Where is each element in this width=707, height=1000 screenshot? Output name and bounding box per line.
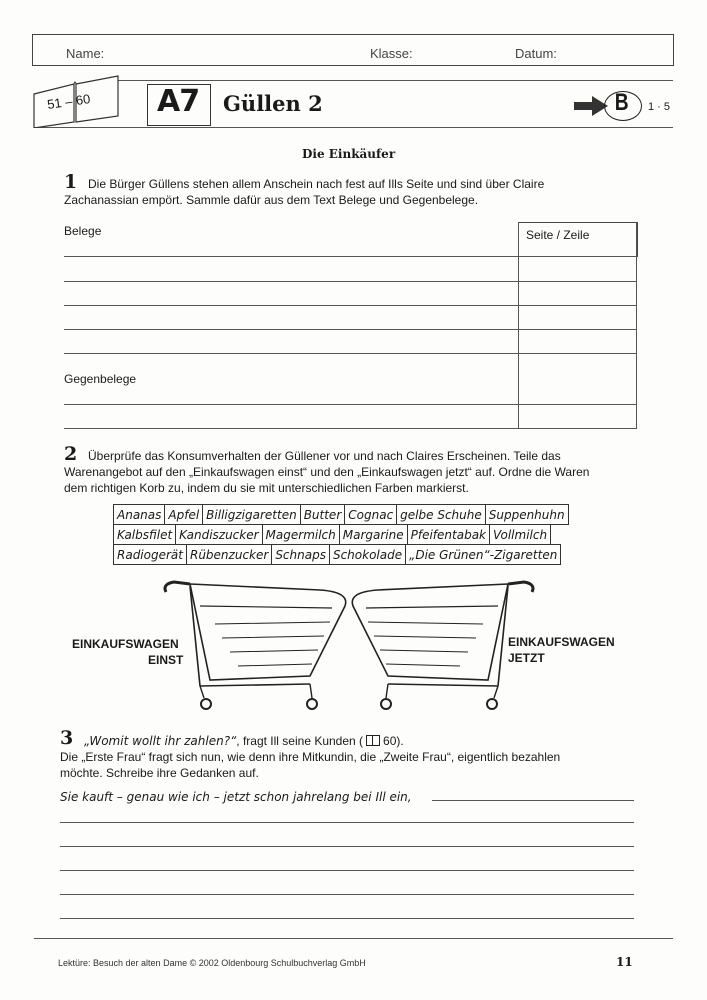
task2-text-3: dem richtigen Korb zu, indem du sie mit unterschiedlichen Farben markierst.: [64, 481, 469, 495]
task2-number: 2: [64, 443, 78, 465]
task3-starter: Sie kauft – genau wie ich – jetzt schon jahrelang bei Ill ein,: [60, 790, 412, 804]
footer-rule: [34, 938, 673, 939]
task3-quote: „Womit wollt ihr zahlen?“: [84, 734, 237, 748]
belege-line-5: [64, 353, 637, 354]
goods-cell: Suppenhuhn: [485, 505, 568, 525]
book-ref-icon: [366, 735, 380, 746]
belege-label: Belege: [64, 224, 102, 238]
answer-line-4: [60, 894, 634, 895]
seite-label: Seite / Zeile: [526, 228, 590, 242]
page-title: Güllen 2: [223, 91, 323, 116]
gegenbelege-label: Gegenbelege: [64, 372, 137, 386]
task1-text-1: Die Bürger Güllens stehen allem Anschein nach fest auf Ills Seite und sind über Claire: [88, 177, 545, 191]
task3-ref: 60).: [383, 734, 404, 748]
belege-line-1: [64, 256, 637, 257]
code-label: A7: [157, 84, 200, 119]
page-number: 11: [616, 955, 633, 969]
header-box: [32, 34, 674, 66]
cart-right-label-1: EINKAUFSWAGEN: [508, 635, 615, 649]
goods-cell: Ananas: [114, 505, 165, 525]
task3-text-2: Die „Erste Frau“ fragt sich nun, wie denn ihre Mitkundin, die „Zweite Frau“, eigentlich bezahlen: [60, 750, 561, 764]
goods-cell: Apfel: [165, 505, 203, 525]
cart-left-label-2: EINST: [148, 653, 184, 667]
answer-line-1: [60, 822, 634, 823]
goods-cell: Kandiszucker: [176, 525, 262, 545]
goods-cell: Pfeifentabak: [407, 525, 489, 545]
shopping-cart-left-icon: [160, 576, 350, 716]
task3-quote-rest: , fragt Ill seine Kunden (: [236, 734, 364, 748]
goods-table: [113, 504, 569, 565]
goods-cell: Kalbsfilet: [114, 525, 176, 545]
goods-cell: gelbe Schuhe: [397, 505, 486, 525]
answer-line-5: [60, 918, 634, 919]
task1-number: 1: [64, 171, 78, 193]
task3-text-1: [84, 734, 404, 749]
gegenbelege-line-2: [64, 428, 637, 429]
goods-cell: Vollmilch: [490, 525, 551, 545]
task1-text-2: Zachanassian empört. Sammle dafür aus dem Text Belege und Gegenbelege.: [64, 193, 479, 207]
task3-text-3: möchte. Schreibe ihre Gedanken auf.: [60, 766, 259, 780]
date-label: Datum:: [515, 46, 557, 61]
belege-line-4: [64, 329, 637, 330]
goods-cell: Magermilch: [262, 525, 339, 545]
goods-cell: „Die Grünen“-Zigaretten: [406, 545, 561, 565]
belege-line-2: [64, 281, 637, 282]
class-label: Klasse:: [370, 46, 413, 61]
arrow-icon: [574, 96, 608, 116]
belege-line-3: [64, 305, 637, 306]
seite-column-right: [636, 222, 637, 428]
goods-cell: Rübenzucker: [186, 545, 271, 565]
level-range: 1 · 5: [648, 101, 671, 113]
level-badge: B: [614, 89, 629, 116]
goods-cell: Schnaps: [272, 545, 330, 565]
task2-text-1: Überprüfe das Konsumverhalten der Güllener vor und nach Claires Erscheinen. Teile das: [88, 449, 561, 463]
seite-column-divider: [518, 222, 519, 428]
title-top-rule: [118, 80, 673, 81]
answer-line-2: [60, 846, 634, 847]
title-bottom-rule: [34, 127, 673, 128]
footer-copyright: Lektüre: Besuch der alten Dame © 2002 Oldenbourg Schulbuchverlag GmbH: [58, 958, 366, 968]
task2-text-2: Warenangebot auf den „Einkaufswagen einst“ und den „Einkaufswagen jetzt“ auf. Ordne die Waren: [64, 465, 590, 479]
section-title: Die Einkäufer: [302, 147, 396, 161]
task3-number: 3: [60, 727, 74, 749]
goods-cell: Radiogerät: [114, 545, 187, 565]
goods-cell: Schokolade: [329, 545, 405, 565]
name-label: Name:: [66, 46, 105, 61]
goods-cell: Margarine: [339, 525, 407, 545]
goods-cell: Cognac: [345, 505, 397, 525]
answer-line-0: [432, 800, 634, 801]
gegenbelege-line-1: [64, 404, 637, 405]
cart-right-label-2: JETZT: [508, 651, 545, 665]
goods-cell: Butter: [300, 505, 345, 525]
answer-line-3: [60, 870, 634, 871]
book-pages: 51 – 60: [46, 91, 92, 112]
cart-left-label-1: EINKAUFSWAGEN: [72, 637, 179, 651]
goods-cell: Billigzigaretten: [203, 505, 301, 525]
